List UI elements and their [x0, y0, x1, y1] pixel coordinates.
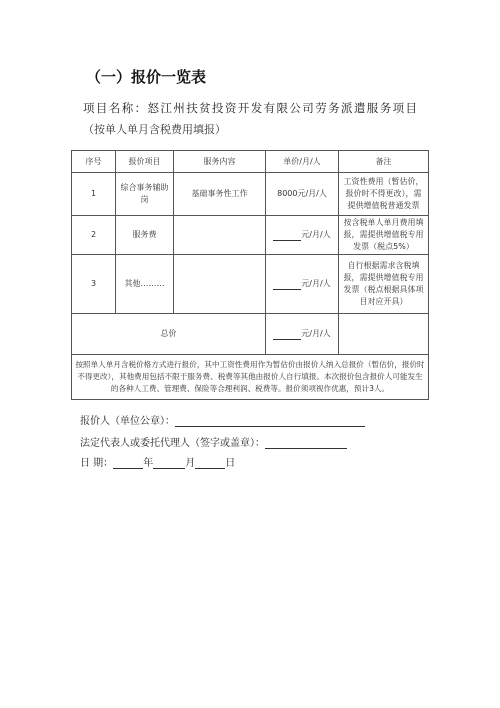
header-item: 报价项目	[116, 151, 174, 173]
price-unit: 元/月/人	[301, 230, 331, 239]
year-blank[interactable]	[113, 457, 143, 469]
project-value: 怒江州扶贫投资开发有限公司劳务派遣服务项目	[147, 101, 419, 115]
row-price[interactable]	[266, 255, 339, 314]
row-item: 综合事务辅助岗	[116, 173, 174, 216]
representative-signature-line	[80, 434, 347, 449]
price-fill-blank[interactable]	[273, 329, 301, 340]
row-no: 1	[72, 173, 116, 216]
table-row	[72, 173, 429, 216]
row-price: 8000元/月/人	[266, 173, 339, 216]
month-label: 月	[185, 458, 196, 469]
project-name	[83, 100, 418, 116]
price-unit: 元/月/人	[301, 279, 331, 288]
total-price[interactable]	[266, 314, 339, 355]
day-label: 日	[225, 458, 236, 469]
footnote: 按照单人单月含税价格方式进行报价，其中工资性费用作为暂估价由报价人纳入总报价（暂估价，报价时不得更改），其他费用包括不限于服务费、税费等其他由报价人自行填报。本次报价包含报价人可能发生的各种人工费、管理费、保险等合理利润、税费等。报价须项视作优惠，预计3人。	[72, 355, 429, 400]
table-header-row	[72, 151, 429, 173]
row-remark: 工资性费用（暂估价，报价时不得更改），需提供增值税普通发票	[339, 173, 429, 216]
table-row	[72, 216, 429, 255]
month-blank[interactable]	[153, 457, 185, 469]
row-content: 基础事务性工作	[174, 173, 266, 216]
row-no: 2	[72, 216, 116, 255]
row-remark: 自行根据需求含税填报，需提供增值税专用发票（税点根据具体项目对应开具）	[339, 255, 429, 314]
header-price: 单价/月/人	[266, 151, 339, 173]
representative-signature-blank[interactable]	[265, 437, 347, 449]
total-label: 总价	[72, 314, 266, 355]
year-label: 年	[143, 458, 154, 469]
total-row	[72, 314, 429, 355]
header-no: 序号	[72, 151, 116, 173]
header-remark: 备注	[339, 151, 429, 173]
quote-table	[71, 150, 429, 400]
pricing-note: （按单人单月含税费用填报）	[83, 123, 226, 136]
price-unit: 元/月/人	[301, 329, 331, 338]
day-blank[interactable]	[195, 457, 225, 469]
table-row	[72, 255, 429, 314]
price-fill-blank[interactable]	[273, 230, 301, 241]
bidder-label: 报价人（单位公章）：	[80, 416, 175, 427]
row-no: 3	[72, 255, 116, 314]
bidder-signature-blank[interactable]	[175, 415, 365, 427]
project-label: 项目名称：	[83, 101, 148, 115]
page-title: （一）报价一览表	[86, 68, 207, 86]
representative-label: 法定代表人或委托代理人（签字或盖章）：	[80, 438, 265, 449]
header-content: 服务内容	[174, 151, 266, 173]
row-price[interactable]	[266, 216, 339, 255]
row-item: 服务费	[116, 216, 174, 255]
row-item: 其他………	[116, 255, 174, 314]
row-content	[174, 255, 266, 314]
date-label: 日 期：	[80, 458, 114, 469]
total-remark	[339, 314, 429, 355]
date-line	[80, 454, 235, 469]
bidder-signature-line	[80, 412, 365, 427]
price-fill-blank[interactable]	[273, 279, 301, 290]
row-remark: 按含税单人单月费用填报，需提供增值税专用发票（税点5%）	[339, 216, 429, 255]
row-content	[174, 216, 266, 255]
footnote-row	[72, 355, 429, 400]
